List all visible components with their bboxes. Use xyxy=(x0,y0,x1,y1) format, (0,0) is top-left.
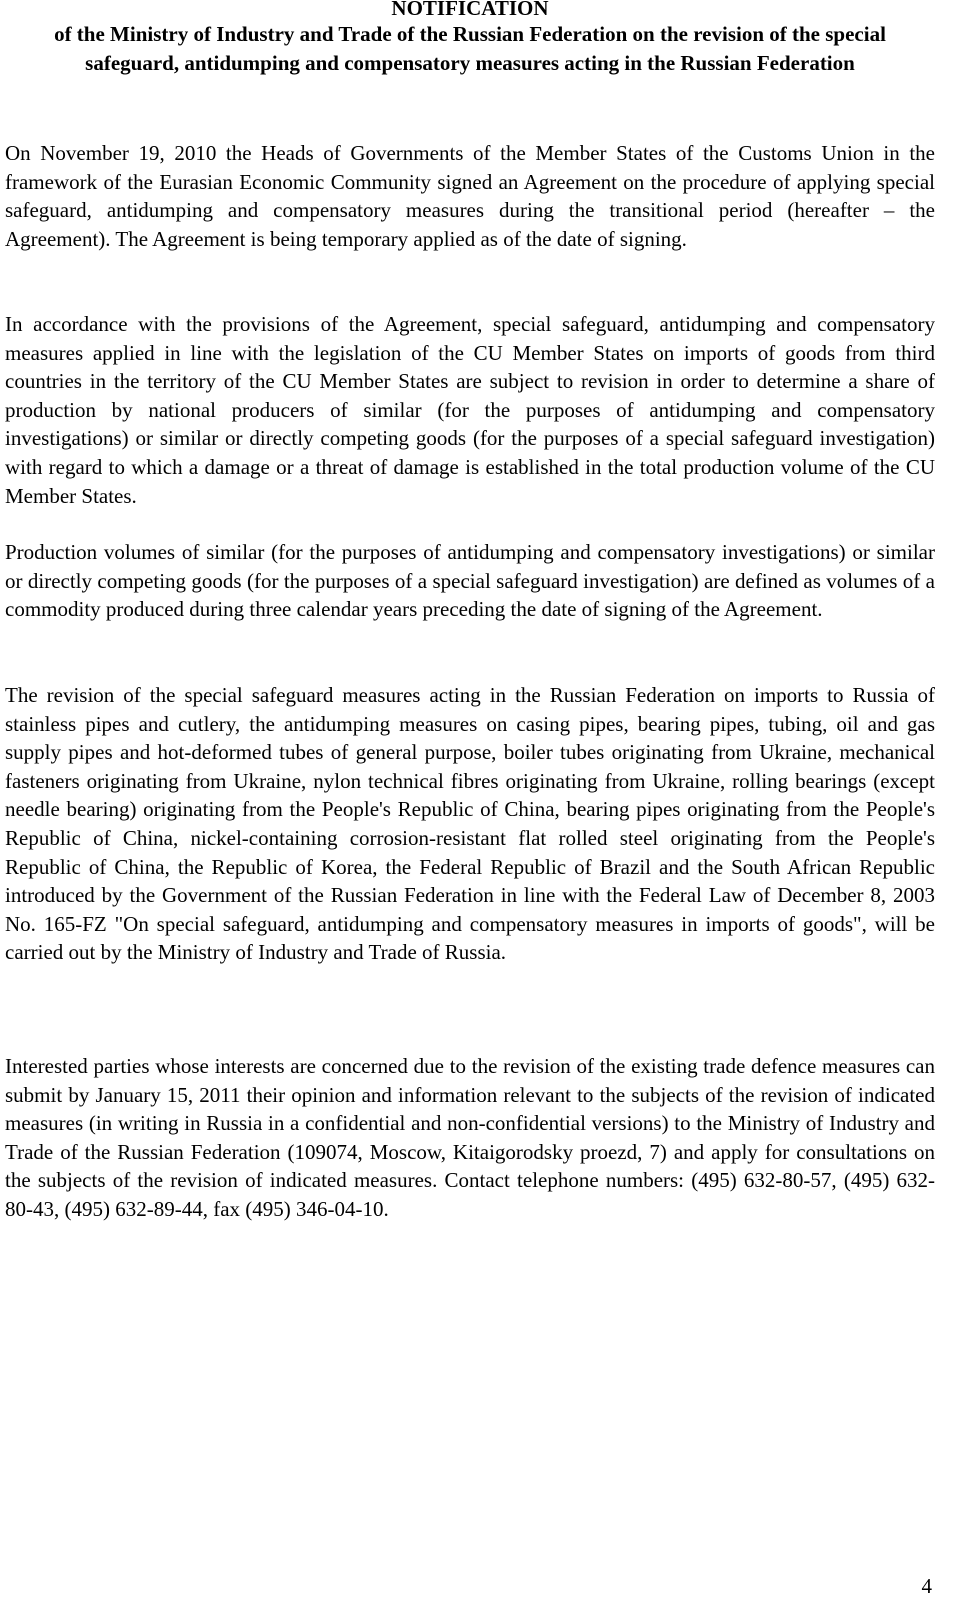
document-page xyxy=(5,0,935,1221)
document-subtitle: of the Ministry of Industry and Trade of the Russian Federation on the revision of the special safeguard, antidumping and compensatory measures acting in the Russian Federation xyxy=(54,22,886,75)
page-number: 4 xyxy=(921,1574,932,1598)
paragraph-interested-parties: Interested parties whose interests are concerned due to the revision of the existing trade defence measures can submit by January 15, 2011 their opinion and information relevant to the subjects of the revision of indicated measures (in writing in Russia in a confidential and non-confidential versions) to the Ministry of Industry and Trade of the Russian Federation (109074, Moscow, Kitaigorodsky proezd, 7) and apply for consultations on the subjects of the revision of indicated measures. Contact telephone numbers: (495) 632-80-57, (495) 632-80-43, (495) 632-89-44, fax (495) 346-04-10. xyxy=(5,1054,935,1221)
paragraph-revision: The revision of the special safeguard measures acting in the Russian Federation on imports to Russia of stainless pipes and cutlery, the antidumping measures on casing pipes, bearing pipes, tubing, oil and gas supply pipes and hot-deformed tubes of general purpose, boiler tubes originating from Ukraine, mechanical fasteners originating from Ukraine, nylon technical fibres originating from Ukraine, rolling bearings (except needle bearing) originating from the People's Republic of China, bearing pipes originating from the People's Republic of China, nickel-containing corrosion-resistant flat rolled steel originating from the People's Republic of China, the Republic of Korea, the Federal Republic of Brazil and the South African Republic introduced by the Government of the Russian Federation in line with the Federal Law of December 8, 2003 No. 165-FZ "On special safeguard, antidumping and compensatory measures in imports of goods", will be carried out by the Ministry of Industry and Trade of Russia. xyxy=(5,683,935,965)
document-title: NOTIFICATION xyxy=(391,0,549,20)
paragraph-provisions: In accordance with the provisions of the Agreement, special safeguard, antidumping and compensatory measures applied in line with the legislation of the CU Member States on imports of goods from third countries in the territory of the CU Member States are subject to revision in order to determine a share of production by national producers of similar (for the purposes of antidumping and compensatory investigations) or similar or directly competing goods (for the purposes of a special safeguard investigation) with regard to which a damage or a threat of damage is established in the total production volume of the CU Member States. xyxy=(5,312,935,508)
paragraph-agreement: On November 19, 2010 the Heads of Governments of the Member States of the Customs Union in the framework of the Eurasian Economic Community signed an Agreement on the procedure of applying special safeguard, antidumping and compensatory measures during the transitional period (hereafter – the Agreement). The Agreement is being temporary applied as of the date of signing. xyxy=(5,141,935,251)
paragraph-production-volumes: Production volumes of similar (for the purposes of antidumping and compensatory investigations) or similar or directly competing goods (for the purposes of a special safeguard investigation) are defined as volumes of a commodity produced during three calendar years preceding the date of signing of the Agreement. xyxy=(5,540,935,622)
